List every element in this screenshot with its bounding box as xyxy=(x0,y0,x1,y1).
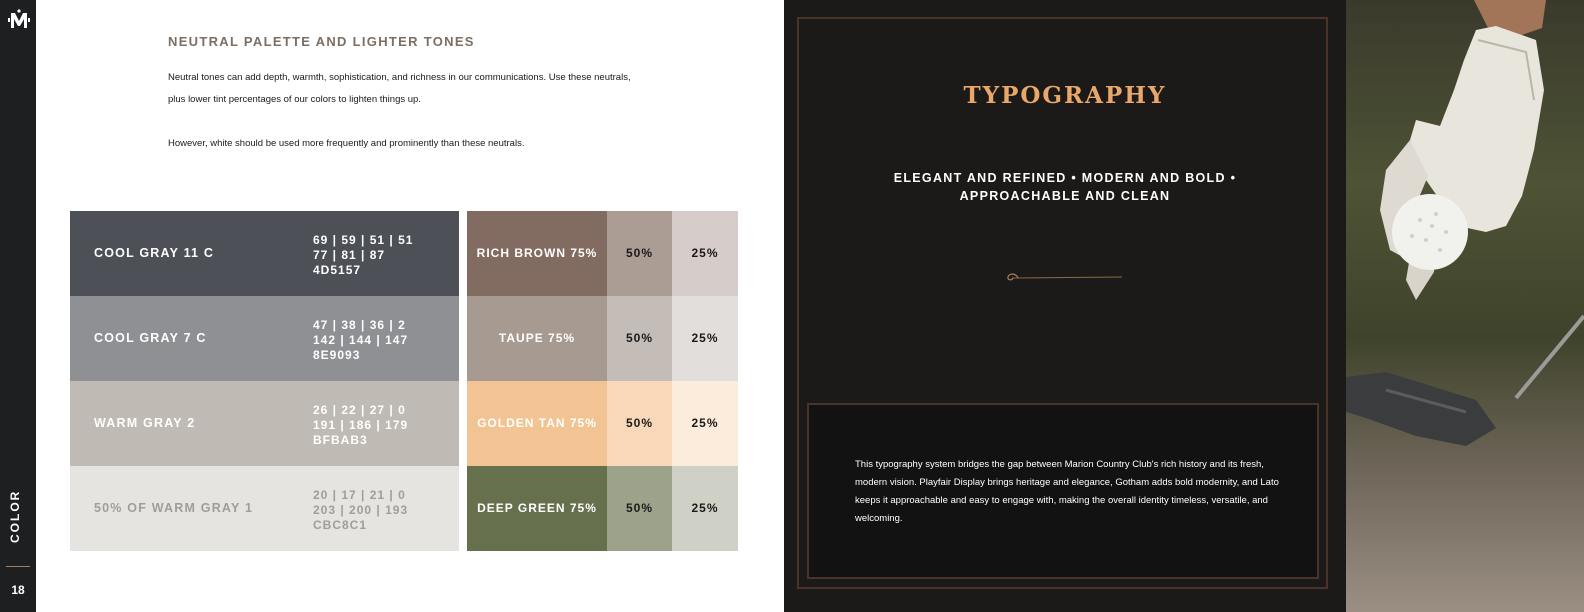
neutral-swatch-table xyxy=(70,211,459,551)
dark-panel xyxy=(784,0,1346,612)
tint-row xyxy=(467,296,738,381)
tint-50-swatch: 50% xyxy=(607,296,672,381)
swatch-name: 50% OF WARM GRAY 1 xyxy=(94,501,254,515)
white-usage-paragraph: However, white should be used more frequently and prominently than these neutrals. xyxy=(168,138,525,149)
tint-row xyxy=(467,211,738,296)
mc-monogram-logo-icon xyxy=(5,6,33,34)
tint-50-swatch: 50% xyxy=(607,381,672,466)
swatch-hex: CBC8C1 xyxy=(313,518,368,532)
swatch-cmyk: 26 | 22 | 27 | 0 xyxy=(313,403,406,417)
tint-75-swatch: TAUPE 75% xyxy=(467,296,607,381)
intro-paragraph: Neutral tones can add depth, warmth, sophistication, and richness in our communications. Use these neutrals, plus lower tint percentages of our colors to lighten things up. xyxy=(168,72,631,105)
tint-25-swatch: 25% xyxy=(672,381,738,466)
typography-title: TYPOGRAPHY xyxy=(963,82,1167,109)
tint-row xyxy=(467,466,738,551)
tint-50-swatch: 50% xyxy=(607,211,672,296)
neutral-swatch-row xyxy=(70,466,459,551)
swatch-values xyxy=(313,318,408,363)
swatch-name: COOL GRAY 11 C xyxy=(94,246,215,260)
page-number: 18 xyxy=(11,583,25,597)
swatch-cmyk: 20 | 17 | 21 | 0 xyxy=(313,488,406,502)
tint-75-swatch: DEEP GREEN 75% xyxy=(467,466,607,551)
neutral-swatch-row xyxy=(70,211,459,296)
tint-row xyxy=(467,381,738,466)
neutral-swatch-row xyxy=(70,381,459,466)
swatch-rgb: 77 | 81 | 87 xyxy=(313,248,386,262)
typography-page xyxy=(784,0,1584,612)
swatch-values xyxy=(313,403,408,448)
swatch-name: WARM GRAY 2 xyxy=(94,416,196,430)
swatch-rgb: 191 | 186 | 179 xyxy=(313,418,409,432)
tint-25-swatch: 25% xyxy=(672,211,738,296)
tint-50-swatch: 50% xyxy=(607,466,672,551)
swatch-hex: BFBAB3 xyxy=(313,433,368,447)
swatch-hex: 4D5157 xyxy=(313,263,362,277)
golf-glove-ball-putter-photo-icon xyxy=(1346,0,1584,612)
section-label: COLOR xyxy=(8,489,22,543)
tint-75-swatch: GOLDEN TAN 75% xyxy=(467,381,607,466)
divider-flourish-icon xyxy=(1004,270,1124,284)
swatch-name: COOL GRAY 7 C xyxy=(94,331,207,345)
swatch-values xyxy=(313,233,413,278)
swatch-cmyk: 47 | 38 | 36 | 2 xyxy=(313,318,406,332)
swatch-cmyk: 69 | 59 | 51 | 51 xyxy=(313,233,414,247)
page-heading: NEUTRAL PALETTE AND LIGHTER TONES xyxy=(168,34,475,49)
neutral-swatch-row xyxy=(70,296,459,381)
tint-75-swatch: RICH BROWN 75% xyxy=(467,211,607,296)
typography-subtitle: ELEGANT AND REFINED • MODERN AND BOLD • APPROACHABLE AND CLEAN xyxy=(893,171,1237,203)
swatch-rgb: 203 | 200 | 193 xyxy=(313,503,409,517)
swatch-hex: 8E9093 xyxy=(313,348,361,362)
swatch-values xyxy=(313,488,408,533)
tint-25-swatch: 25% xyxy=(672,466,738,551)
typography-description: This typography system bridges the gap between Marion Country Club's rich history and its fresh, modern vision. Playfair Display brings heritage and elegance, Gotham adds bold modernity, and Lato keeps it approachable and easy to engage with, making the overall identity timeless, versatile, and welcoming. xyxy=(855,459,1279,524)
tint-swatch-table xyxy=(467,211,738,551)
tint-25-swatch: 25% xyxy=(672,296,738,381)
sidebar xyxy=(0,0,36,612)
swatch-rgb: 142 | 144 | 147 xyxy=(313,333,409,347)
sidebar-divider xyxy=(6,566,30,567)
